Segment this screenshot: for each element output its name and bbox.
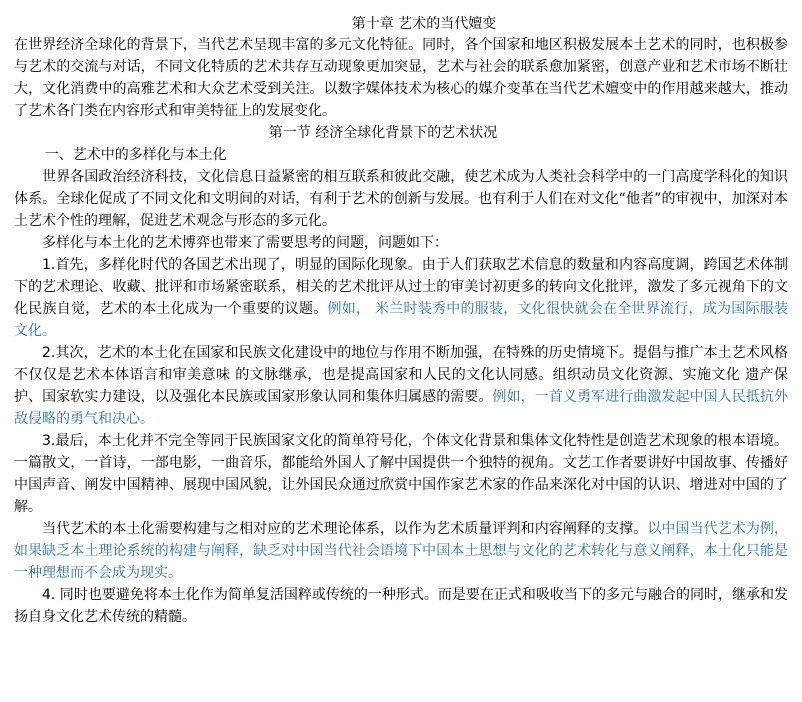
- theory-system-text: 当代艺术的本土化需要构建与之相对应的艺术理论体系，以作为艺术质量评判和内容阐释的支撑。: [42, 521, 648, 537]
- section-title: 第一节 经济全球化背景下的艺术状况: [268, 125, 498, 141]
- point-1-example: 例如， 米兰时装秀中的服装，文化很快就会在全世界流行，成为国际服装文化。: [14, 301, 789, 339]
- chapter-title: 第十章 艺术的当代嬗变: [351, 16, 497, 32]
- theory-system-example: 以中国当代艺术为例，如果缺乏本土理论系统的构建与阐释，缺乏对中国当代社会语境下中国本土思想与文化的艺术转化与意义阐释，本土化只能是一种理想而不会成为现实。: [14, 521, 789, 581]
- point-2-text: 2.其次，艺术的本土化在国家和民族文化建设中的地位与作用不断加强，在特殊的历史情境下。提倡与推广本土艺术风格不仅仅是艺术本体语言和审美意味 的文脉继承，也是提高国家和人民的文化认同感。组织动员文化资源、实施文化 遗产保护、国家软实力建设，以及强化本民族或国家形象认同和集体归属感的需要。: [14, 345, 788, 405]
- subsection-title: 一、艺术中的多样化与本土化: [44, 147, 227, 163]
- paragraph-theory-system: [14, 518, 788, 584]
- intro-paragraph: 在世界经济全球化的背景下，当代艺术呈现丰富的多元文化特征。同时，各个国家和地区积极发展本土艺术的同时，也积极参与艺术的交流与对话，不同文化特质的艺术共存互动现象更加突显，艺术与社会的联系愈加紧密，创意产业和艺术市场不断壮大，文化消费中的高雅艺术和大众艺术受到关注。以数字媒体技术为核心的媒介变革在当代艺术嬗变中的作用越来越大，推动了艺术各门类在内容形式和审美特征上的发展变化。: [14, 37, 788, 119]
- point-1-text: 1.首先，多样化时代的各国艺术出现了，明显的国际化现象。由于人们获取艺术信息的数量和内容高度调，跨国艺术体制下的艺术理论、收藏、批评和市场紧密联系，相关的艺术批评从过土的审美讨初更多的转向文化批评，激发了多元视角下的文化民族自觉，艺术的本土化成为一个重要的议题。: [14, 257, 788, 317]
- point-4-paragraph: 4. 同时也要避免将本土化作为简单复活国粹或传统的一种形式。而是要在正式和吸收当下的多元与融合的同时，继承和发扬自身文化艺术传统的精髓。: [14, 587, 788, 625]
- point-2-paragraph: [14, 342, 788, 430]
- point-2-example: 例如，一首义勇军进行曲激发起中国人民抵抗外敌侵略的勇气和决心。: [14, 389, 789, 427]
- point-3-paragraph: 3.最后，本土化并不完全等同于民族国家文化的简单符号化，个体文化背景和集体文化特性是创造艺术现象的根本语境。一篇散文，一首诗，一部电影，一曲音乐，都能给外国人了解中国提供一个独特的视角。文艺工作者要讲好中国故事、传播好中国声音、阐发中国精神、展现中国风貌，让外国民众通过欣赏中国作家艺术家的作品来深化对中国的认识、增进对中国的了解。: [14, 433, 788, 515]
- point-1-paragraph: [14, 254, 788, 342]
- paragraph-globalization: 世界各国政治经济科技，文化信息日益紧密的相互联系和彼此交融，使艺术成为人类社会科学中的一门高度学科化的知识体系。全球化促成了不同文化和文明间的对话，有利于艺术的创新与发展。也有利于人们在对文化“他者”的审视中，加深对本土艺术个性的理解，促进艺术观念与形态的多元化。: [14, 169, 788, 229]
- paragraph-questions-intro: 多样化与本土化的艺术博弈也带来了需要思考的问题，问题如下：: [42, 235, 448, 251]
